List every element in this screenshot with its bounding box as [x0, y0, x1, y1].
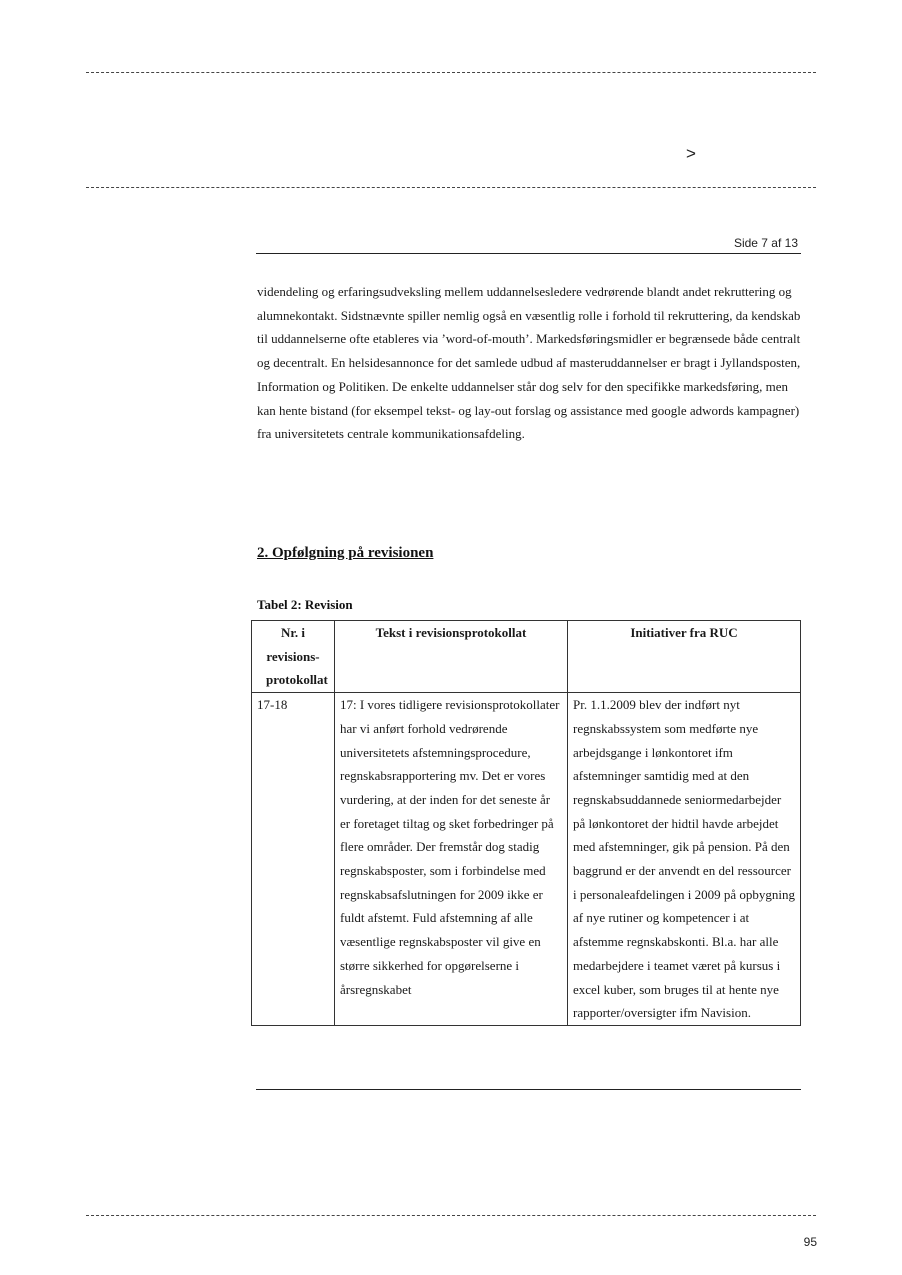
cell-tekst: 17: I vores tidligere revisionsprotokollater har vi anført forhold vedrørende universitetets afstemningsprocedure, regnskabsrapportering mv. Det er vores vurdering, at der inden for det seneste år er foretaget tiltag og sket forbedringer på flere områder. Der fremstår dog stadig regnskabsposter, som i forbindelse med regnskabsafslutningen for 2009 ikke er fuldt afstemt. Fuld afstemning af alle væsentlige regnskabsposter vil give en større sikkerhed for opgørelserne i årsregnskabet [334, 693, 567, 1026]
header-initiativer: Initiativer fra RUC [567, 621, 800, 693]
header-nr: Nr. i revisions-protokollat [252, 621, 335, 693]
upper-dashed-rule [86, 187, 816, 188]
revision-table [251, 620, 801, 1026]
table-caption: Tabel 2: Revision [257, 597, 353, 612]
header-tekst: Tekst i revisionsprotokollat [334, 621, 567, 693]
top-dashed-rule [86, 72, 816, 73]
page-label: Side 7 af 13 [733, 236, 798, 250]
cell-initiativer: Pr. 1.1.2009 blev der indført nyt regnskabssystem som medførte nye arbejdsgange i lønkontoret ifm afstemninger samtidig med at den regnskabsuddannede seniormedarbejder på lønkontoret der hidtil havde arbejdet med afstemninger, gik på pension. På den baggrund er der anvendt en del ressourcer i personaleafdelingen i 2009 på opbygning af nye rutiner og kompetencer i at afstemme regnskabskonti. Bl.a. har alle medarbejdere i teamet været på kursus i excel kuber, som bruges til at hente nye rapporter/oversigter ifm Navision. [567, 693, 800, 1026]
arrow-mark: > [686, 144, 696, 163]
page-number: 95 [803, 1235, 817, 1249]
section-heading: 2. Opfølgning på revisionen [257, 545, 434, 561]
cell-nr: 17-18 [252, 693, 335, 1026]
table-row [252, 693, 801, 1026]
bottom-dashed-rule [86, 1215, 816, 1216]
body-paragraph: videndeling og erfaringsudveksling mellem uddannelsesledere vedrørende blandt andet rekruttering og alumnekontakt. Sidstnævnte spiller nemlig også en væsentlig rolle i forhold til rekruttering, da kendskab til uddannelserne ofte etableres via ’word-of-mouth’. Markedsføringsmidler er begrænsede både centralt og decentralt. En helsidesannonce for det samlede udbud af masteruddannelser er bragt i Jyllandsposten, Information og Politiken. De enkelte uddannelser står dog selv for den specifikke markedsføring, men kan hente bistand (for eksempel tekst- og lay-out forslag og assistance med google adwords kampagner) fra universitetets centrale kommunikationsafdeling. [257, 284, 801, 442]
table-header-row [252, 621, 801, 693]
page-header [256, 236, 801, 254]
footer-rule [256, 1089, 801, 1090]
